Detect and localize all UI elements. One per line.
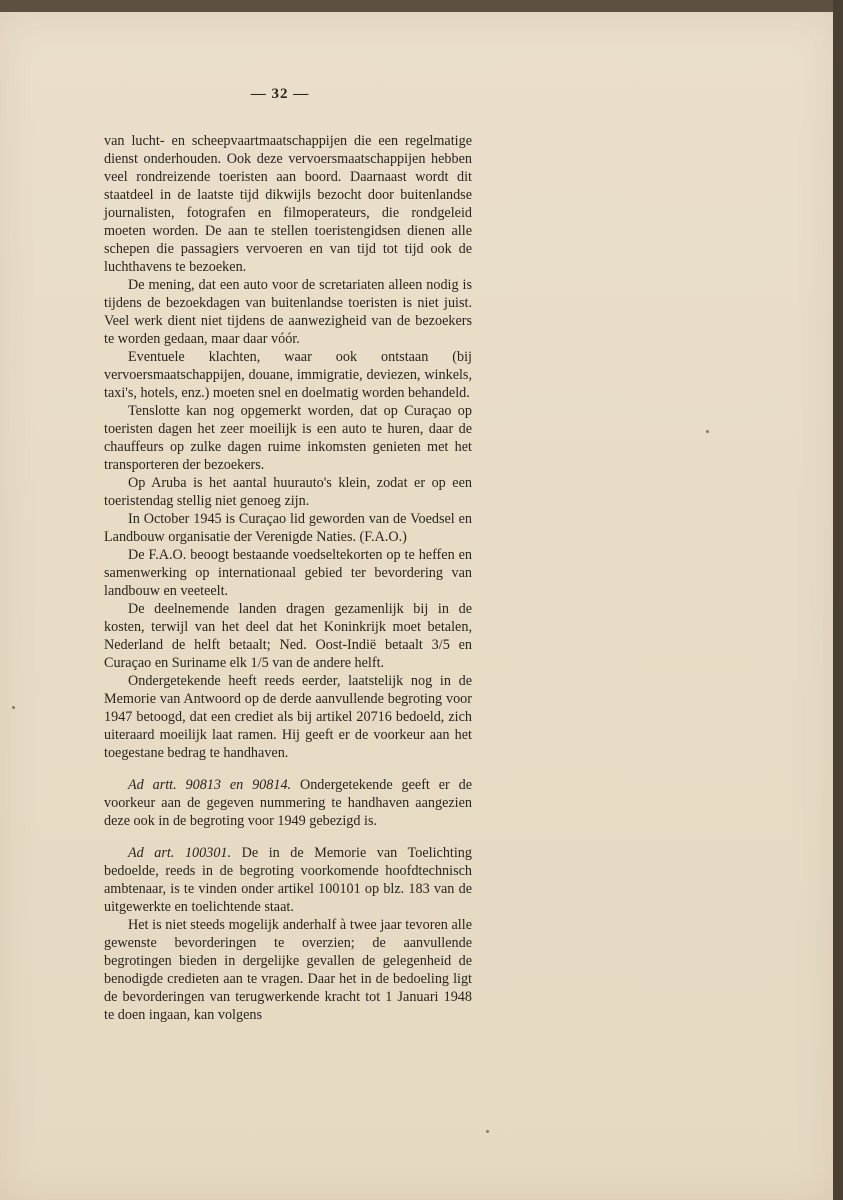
- paragraph-body: Ondergetekende geeft er de voorkeur aan de gegeven nummering te handhaven aangezien deze ook in de begroting voor 1949 gebezigd is.: [104, 777, 472, 829]
- paragraph: Het is niet steeds mogelijk anderhalf à twee jaar tevoren alle gewenste bevorderingen te overzien; de aanvullende begrotingen bieden in dergelijke gevallen de gelegenheid de benodigde credieten aan te vragen. Daar het in de bedoeling ligt de bevorderingen van terugwerkende kracht tot 1 Januari 1948 te doen ingaan, kan volgens: [104, 917, 472, 1023]
- paragraph: Tenslotte kan nog opgemerkt worden, dat op Curaçao op toeristen dagen het zeer moeilijk is een auto te huren, daar de chauffeurs op zulke dagen ruime inkomsten genieten met het transporteren der bezoekers.: [104, 403, 472, 473]
- body-text: [104, 132, 472, 1024]
- paragraph-ad-artt: [104, 776, 472, 830]
- paper-speck: [12, 706, 15, 709]
- paragraph: Op Aruba is het aantal huurauto's klein, zodat er op een toeristendag stellig niet genoeg zijn.: [104, 475, 472, 509]
- scan-border-right: [833, 0, 843, 1200]
- paper-speck: [706, 430, 709, 433]
- paragraph: De F.A.O. beoogt bestaande voedseltekorten op te heffen en samenwerking op internationaal gebied ter bevordering van landbouw en veeteelt.: [104, 547, 472, 599]
- scan-border-top: [0, 0, 843, 12]
- paragraph: van lucht- en scheepvaartmaatschappijen die een regelmatige dienst onderhouden. Ook deze vervoersmaatschappijen hebben veel rondreizende toeristen aan boord. Daarnaast wordt dit staatdeel in de laatste tijd dikwijls bezocht door buitenlandse journalisten, fotografen en filmoperateurs, die rondgeleid moeten worden. De aan te stellen toeristengidsen dienen alle schepen die passagiers vervoeren en van tijd tot tijd ook de luchthavens te bezoeken.: [104, 133, 472, 275]
- paragraph: In October 1945 is Curaçao lid geworden van de Voedsel en Landbouw organisatie der Verenigde Naties. (F.A.O.): [104, 511, 472, 545]
- paragraph-body: De in de Memorie van Toelichting bedoelde, reeds in de begroting voorkomende hoofdtechnisch ambtenaar, is te vinden onder artikel 100101 op blz. 183 van de uitgewerkte en toelichtende staat.: [104, 845, 472, 915]
- paragraph: Eventuele klachten, waar ook ontstaan (bij vervoersmaatschappijen, douane, immigratie, deviezen, winkels, taxi's, hotels, enz.) moeten snel en doelmatig worden behandeld.: [104, 349, 472, 401]
- paragraph-heading: Ad artt. 90813 en 90814.: [128, 777, 292, 793]
- paragraph: Ondergetekende heeft reeds eerder, laatstelijk nog in de Memorie van Antwoord op de derde aanvullende begroting voor 1947 betoogd, dat een crediet als bij artikel 20716 bedoeld, zich uiteraard moeilijk laat ramen. Hij geeft er de voorkeur aan het toegestane bedrag te handhaven.: [104, 673, 472, 761]
- paragraph: De deelnemende landen dragen gezamenlijk bij in de kosten, terwijl van het deel dat het Koninkrijk moet betalen, Nederland de helft betaalt; Ned. Oost-Indië betaalt 3/5 en Curaçao en Suriname elk 1/5 van de andere helft.: [104, 601, 472, 671]
- paper-speck: [486, 1130, 489, 1133]
- paragraph-heading: Ad art. 100301.: [128, 845, 232, 861]
- paragraph-ad-art: [104, 844, 472, 916]
- paragraph: De mening, dat een auto voor de scretariaten alleen nodig is tijdens de bezoekdagen van buitenlandse toeristen is niet juist. Veel werk dient niet tijdens de aanwezigheid van de bezoekers te worden gedaan, maar daar vóór.: [104, 277, 472, 347]
- page-number: — 32 —: [250, 86, 310, 102]
